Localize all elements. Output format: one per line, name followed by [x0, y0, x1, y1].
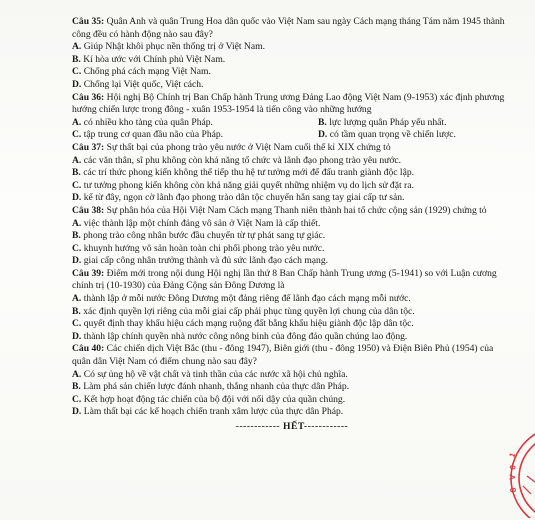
option-c: C. tư tưởng phong kiến không còn khả năng giải quyết những nhiệm vụ do lịch sử đặt ra. — [72, 179, 414, 191]
option-b: B. lực lượng quân Pháp yếu nhất. — [318, 116, 447, 128]
option-a: A. Có sự ủng hộ về vật chất và tinh thần của các nước xã hội chủ nghĩa. — [72, 368, 348, 380]
option-c: C. Chống phá cách mạng Việt Nam. — [72, 66, 211, 78]
option-d: D. thành lập chính quyền nhà nước công nông binh của đông đảo quần chúng lao động. — [72, 330, 408, 342]
question-text: Quân Anh và quân Trung Hoa dân quốc vào Việt Nam sau ngày Cách mạng tháng Tám năm 1945 thành công đều có hành động nào sau đây? — [72, 16, 505, 40]
option-d: D. Chống lại Việt quốc, Việt cách. — [72, 78, 204, 90]
question-text: Các chiến dịch Việt Bắc (thu - đông 1947), Biên giới (thu - đông 1950) và Điện Biên Phủ (1954) của quân dân Việt Nam có điểm chung nào sau đây? — [72, 343, 494, 368]
option-b: B. Kí hòa ước với Chính phủ Việt Nam. — [72, 53, 226, 65]
option-c: C. Kết hợp hoạt động tác chiến của bộ đội với nổi dậy của quần chúng. — [72, 393, 346, 405]
option-c: C. quyết định thay khẩu hiệu cách mạng ruộng đất bằng khẩu hiệu giành độc lập dân tộc. — [72, 318, 414, 330]
red-stamp-icon — [505, 418, 535, 518]
exam-content — [72, 16, 512, 434]
options-row — [72, 117, 512, 130]
option-d: D. kể từ đây, ngọn cờ lãnh đạo phong trào dân tộc chuyển hẳn sang tay giai cấp tư sản. — [72, 192, 405, 204]
question-37 — [72, 142, 512, 205]
question-label: Câu 38: — [72, 204, 105, 216]
svg-text:0: 0 — [508, 464, 518, 471]
option-b: B. xác định quyền lợi riêng của mỗi giai cấp phải phục tùng quyền lợi chung của dân tộc. — [72, 305, 415, 317]
option-a: A. thành lập ở mỗi nước Đông Dương một đảng riêng để lãnh đạo cách mạng mỗi nước. — [72, 293, 411, 305]
option-a: A. Giúp Nhật khôi phục nền thống trị ở Việt Nam. — [72, 41, 265, 53]
question-label: Câu 39: — [72, 267, 105, 279]
option-b: B. các trí thức phong kiến không thể tiếp thu hệ tư tưởng mới để đấu tranh giành độc lập. — [72, 167, 415, 179]
question-text: Hội nghị Bộ Chính trị Ban Chấp hành Trung ương Đảng Lao động Việt Nam (9-1953) xác định phương hướng chiến lược trong đông - xuân 1953-1954 là tiến công vào những hướng — [72, 91, 505, 116]
option-d: D. giai cấp công nhân trưởng thành và đủ sức lãnh đạo cách mạng. — [72, 255, 329, 267]
question-36 — [72, 92, 512, 142]
option-c: C. tập trung cơ quan đầu não của Pháp. — [72, 129, 224, 141]
question-35 — [72, 16, 512, 92]
options-row — [72, 129, 512, 142]
option-a: A. việc thành lập một chính đảng vô sản ở Việt Nam là cấp thiết. — [72, 217, 321, 229]
option-d: D. có tầm quan trọng về chiến lược. — [318, 129, 456, 141]
question-40 — [72, 343, 512, 419]
option-a: A. các văn thân, sĩ phu không còn khả năng tổ chức và lãnh đạo phong trào yêu nước. — [72, 154, 402, 166]
option-a: A. có nhiều kho tàng của quân Pháp. — [72, 116, 213, 128]
svg-text:8: 8 — [508, 487, 518, 493]
question-label: Câu 40: — [72, 343, 105, 355]
svg-text:V: V — [508, 474, 518, 481]
question-text: Điểm mới trong nội dung Hội nghị lần thứ 8 Ban Chấp hành Trung ương (5-1941) so với Luận cương chính trị (10-1930) của Đảng Cộng sản Đông Dương là — [72, 267, 497, 292]
option-d: D. Làm thất bại các kế hoạch chiến tranh xâm lược của thực dân Pháp. — [72, 406, 344, 418]
option-b: B. Làm phá sản chiến lược đánh nhanh, thắng nhanh của thực dân Pháp. — [72, 381, 350, 393]
question-text: Sự phân hóa của Hội Việt Nam Cách mạng Thanh niên thành hai tổ chức cộng sản (1929) chứng tỏ — [106, 204, 487, 216]
question-label: Câu 35: — [72, 16, 105, 27]
question-text: Sự thất bại của phong trào yêu nước ở Việt Nam cuối thế kỉ XIX chứng tỏ — [106, 141, 391, 153]
option-b: B. phong trào công nhân bước đầu chuyển từ tự phát sang tự giác. — [72, 230, 326, 242]
svg-text:1: 1 — [507, 451, 518, 459]
option-c: C. khuynh hướng vô sản hoàn toàn chi phối phong trào yêu nước. — [72, 242, 325, 254]
question-38 — [72, 205, 512, 268]
question-label: Câu 37: — [72, 141, 105, 153]
end-marker: ------------ HẾT------------ — [235, 421, 349, 432]
question-39 — [72, 268, 512, 344]
question-label: Câu 36: — [72, 91, 105, 103]
